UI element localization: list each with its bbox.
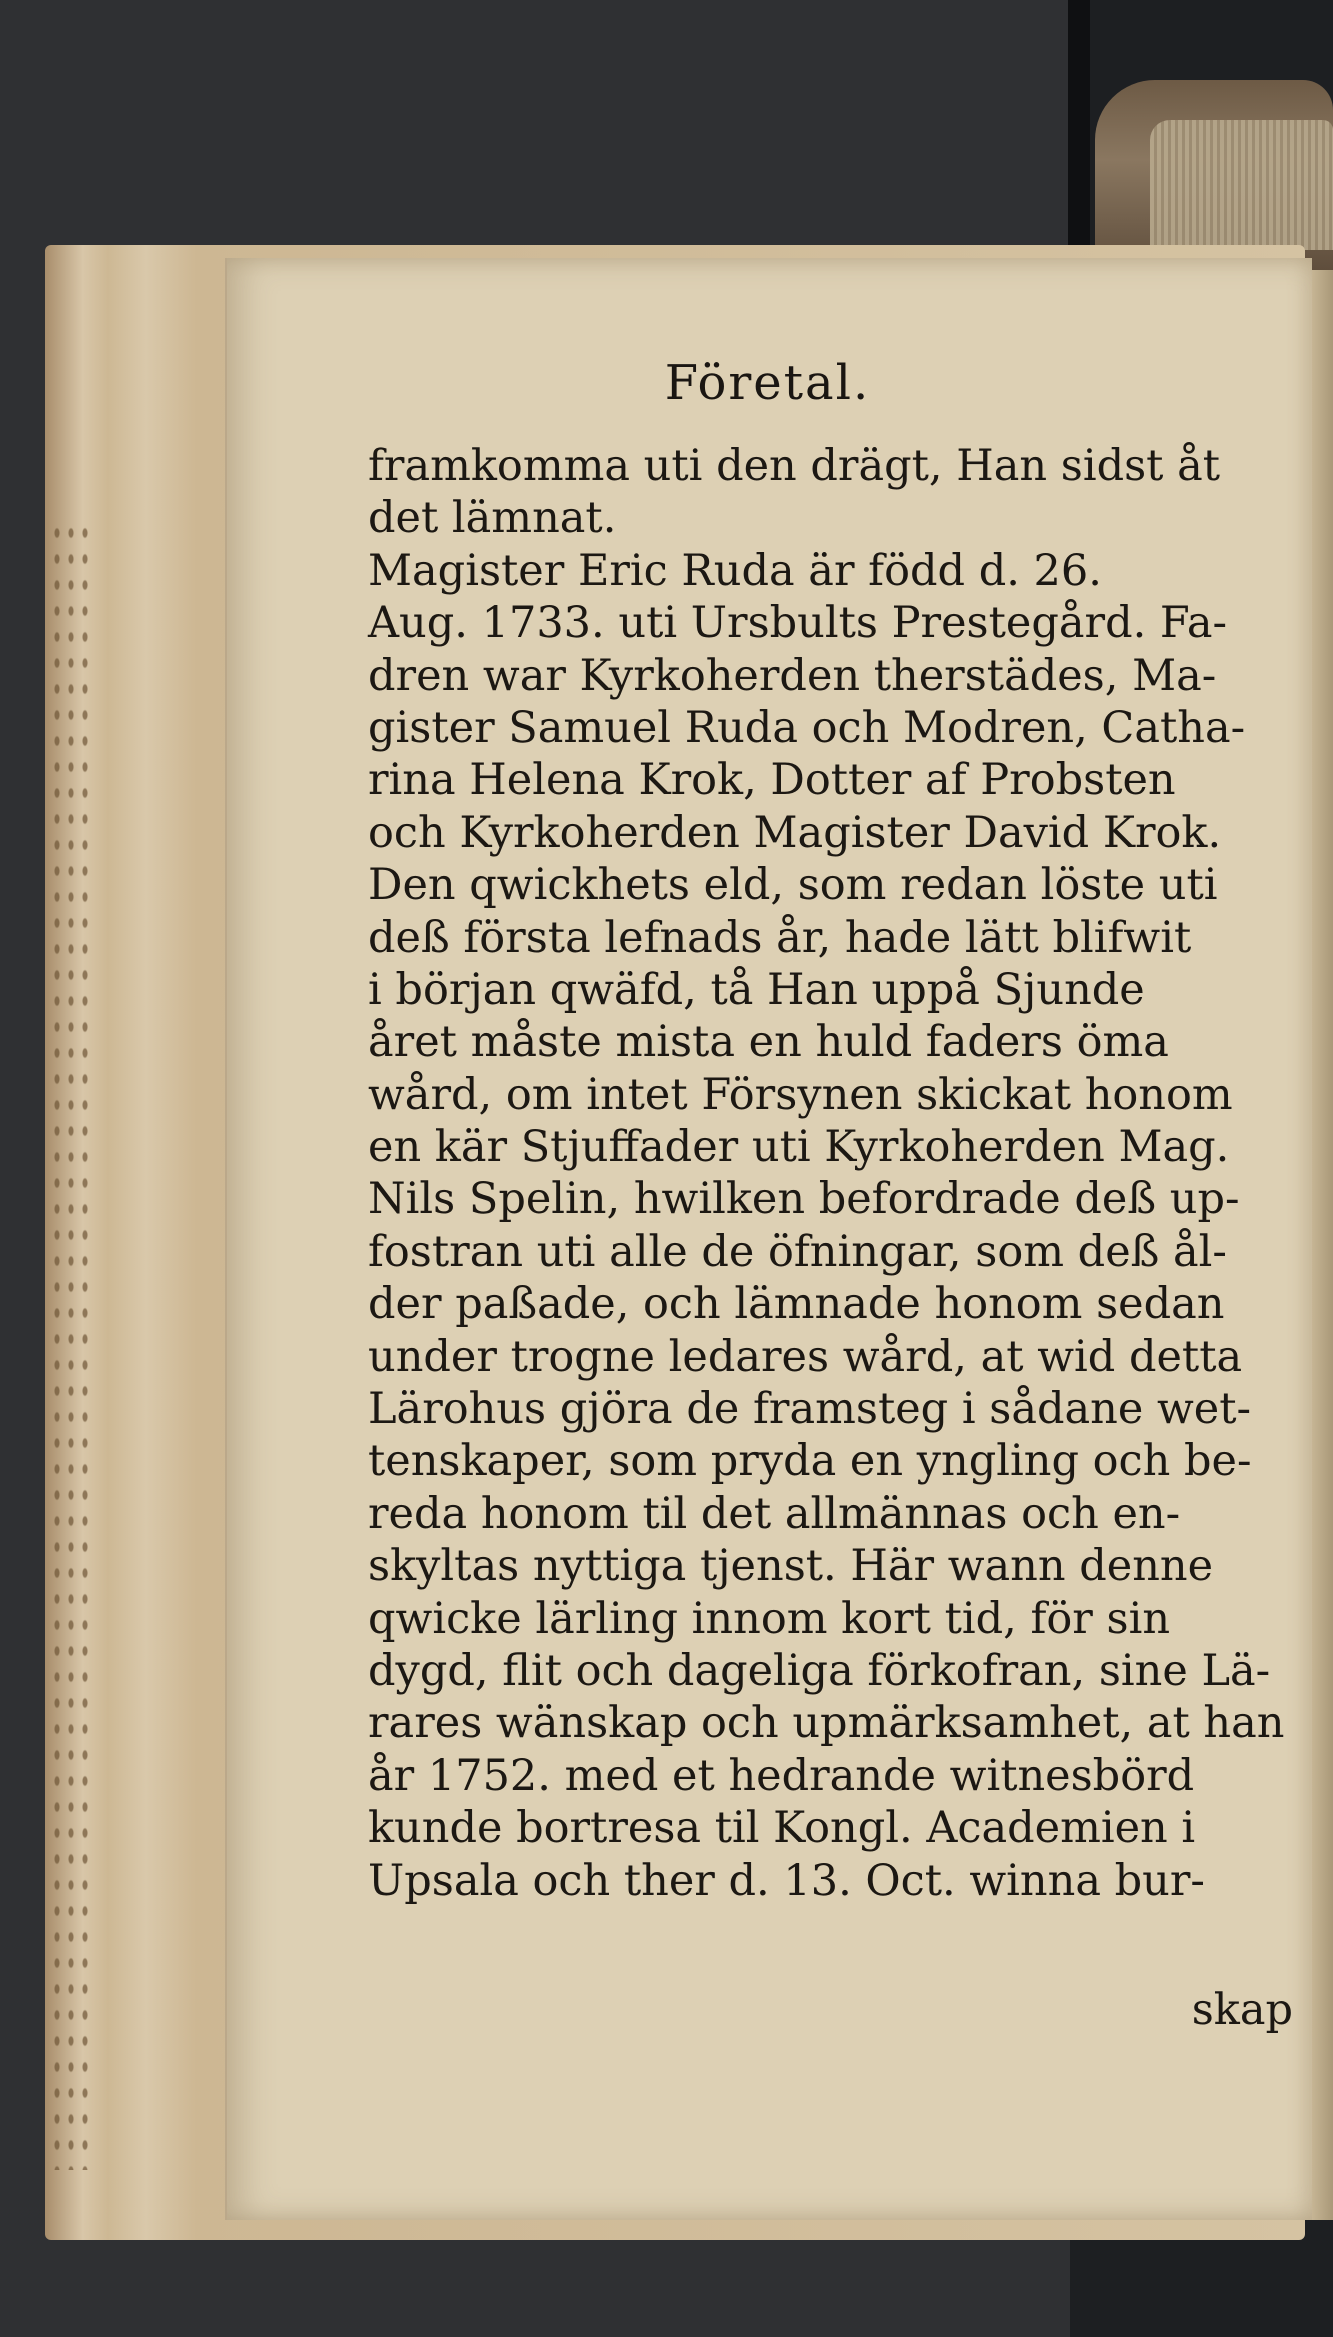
text-line: Lärohus gjöra de framsteg i sådane wet-: [368, 1384, 1252, 1435]
text-line: år 1752. med et hedrande witnesbörd: [368, 1750, 1195, 1801]
text-line: rina Helena Krok, Dotter af Probsten: [368, 755, 1176, 806]
text-line: framkomma uti den drägt, Han sidst åt: [368, 441, 1221, 491]
catchword: skap: [1191, 1985, 1293, 2035]
text-line: dren war Kyrkoherden therstädes, Ma-: [368, 650, 1217, 701]
text-line: Upsala och ther d. 13. Oct. winna bur-: [368, 1855, 1205, 1906]
text-line: i början qwäfd, tå Han uppå Sjunde: [368, 964, 1145, 1015]
text-line: Den qwickhets eld, som redan löste uti: [368, 860, 1218, 911]
text-line: Nils Spelin, hwilken befordrade deß up-: [368, 1174, 1240, 1225]
page-edge-speckles: [50, 520, 90, 2170]
page-header: Företal.: [664, 355, 871, 411]
text-line: fostran uti alle de öfningar, som deß ål-: [368, 1226, 1227, 1277]
text-line: det lämnat.: [368, 493, 617, 544]
text-line: och Kyrkoherden Magister David Krok.: [368, 807, 1222, 858]
text-line: der paßade, och lämnade honom sedan: [368, 1279, 1225, 1330]
text-line: qwicke lärling innom kort tid, för sin: [368, 1593, 1171, 1644]
text-line: året måste mista en huld faders öma: [368, 1017, 1169, 1068]
text-line: en kär Stjuffader uti Kyrkoherden Mag.: [368, 1122, 1230, 1173]
text-line: rares wänskap och upmärksamhet, at han: [368, 1698, 1285, 1749]
background-gutter-shadow: [1068, 0, 1090, 260]
text-line: Magister Eric Ruda är född d. 26.: [368, 545, 1102, 596]
page-body-text: [368, 440, 1308, 1907]
text-line: under trogne ledares wård, at wid detta: [368, 1331, 1243, 1382]
page-right-edge: [1310, 270, 1333, 2220]
text-line: reda honom til det allmännas och en-: [368, 1488, 1181, 1539]
text-line: skyltas nyttiga tjenst. Här wann denne: [368, 1541, 1214, 1592]
text-line: tenskaper, som pryda en yngling och be-: [368, 1436, 1252, 1487]
text-line: kunde bortresa til Kongl. Academien i: [368, 1803, 1196, 1854]
background-book-pages: [1150, 120, 1333, 250]
text-line: gister Samuel Ruda och Modren, Catha-: [368, 702, 1246, 753]
text-line: Aug. 1733. uti Ursbults Prestegård. Fa-: [368, 598, 1228, 649]
text-line: wård, om intet Försynen skickat honom: [368, 1069, 1233, 1120]
text-line: dygd, flit och dageliga förkofran, sine Lä-: [368, 1645, 1271, 1696]
text-line: deß första lefnads år, hade lätt blifwit: [368, 912, 1192, 963]
